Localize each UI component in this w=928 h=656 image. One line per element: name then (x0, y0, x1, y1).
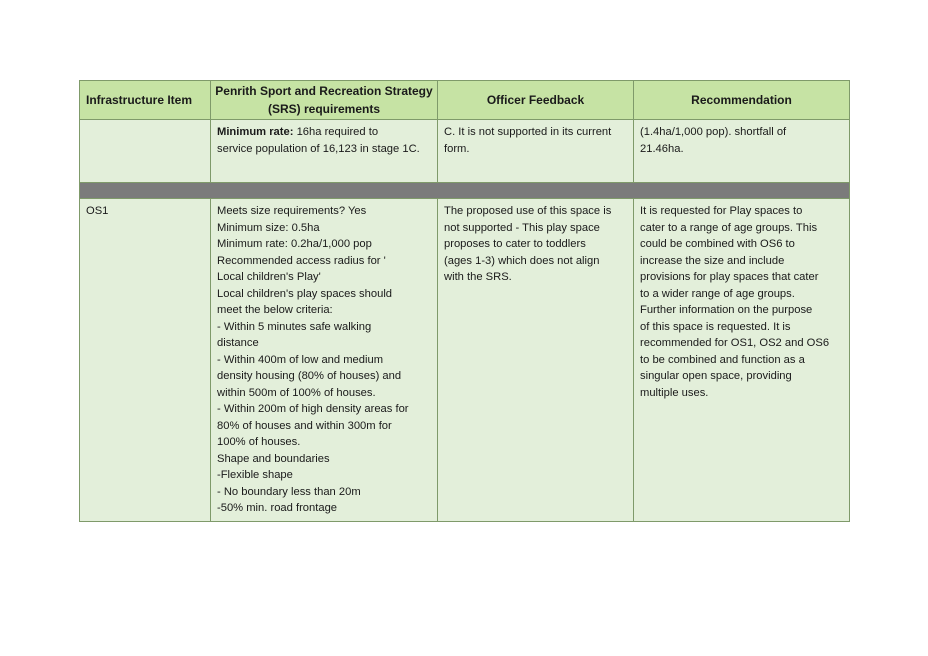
feedback-line: The proposed use of this space is (444, 205, 612, 217)
srs-line: - Within 200m of high density areas for (217, 403, 409, 415)
header-officer-feedback: Officer Feedback (438, 81, 634, 120)
separator-cell (80, 183, 850, 199)
srs-text-line (217, 124, 431, 141)
feedback-line: (ages 1-3) which does not align (444, 254, 600, 267)
srs-line: - No boundary less than 20m (217, 485, 361, 498)
srs-line: Local children's Play' (217, 271, 321, 283)
recommendation-line: could be combined with OS6 to (640, 238, 795, 250)
srs-bold-label: Minimum rate: (217, 126, 294, 138)
srs-line: density housing (80% of houses) and (217, 370, 402, 382)
cell-recommendation (634, 199, 850, 522)
document-page (79, 80, 849, 522)
srs-line: distance (217, 337, 259, 349)
feedback-line: form. (444, 142, 470, 155)
cell-srs (211, 199, 438, 522)
cell-item: OS1 (80, 199, 211, 522)
recommendation-line: of this space is requested. It is (640, 320, 791, 333)
srs-line: Meets size requirements? Yes (217, 205, 367, 217)
cell-feedback (438, 120, 634, 183)
srs-line: - Within 400m of low and medium (217, 353, 384, 366)
srs-line: Shape and boundaries (217, 452, 330, 465)
recommendation-line: singular open space, providing (640, 370, 792, 382)
table-row (80, 199, 850, 522)
recommendation-line: to a wider range of age groups. (640, 287, 795, 300)
srs-line: within 500m of 100% of houses. (217, 386, 376, 399)
cell-recommendation (634, 120, 850, 183)
srs-line: - Within 5 minutes safe walking (217, 320, 372, 333)
srs-line: Minimum size: 0.5ha (217, 221, 320, 234)
recommendation-line: to be combined and function as a (640, 353, 805, 366)
srs-line: Local children's play spaces should (217, 287, 393, 300)
srs-line: -Flexible shape (217, 469, 293, 481)
recommendation-line: Further information on the purpose (640, 304, 813, 316)
recommendation-line: increase the size and include (640, 254, 785, 267)
srs-line: -50% min. road frontage (217, 502, 338, 514)
srs-line: meet the below criteria: (217, 304, 333, 316)
srs-text: 16ha required to (293, 126, 379, 138)
recommendation-line: multiple uses. (640, 386, 709, 399)
recommendation-line: cater to a range of age groups. This (640, 221, 818, 234)
srs-line: Minimum rate: 0.2ha/1,000 pop (217, 238, 372, 250)
feedback-line: with the SRS. (444, 271, 512, 283)
requirements-table (79, 80, 850, 522)
cell-feedback (438, 199, 634, 522)
feedback-line: not supported - This play space (444, 221, 600, 234)
table-header-row (80, 81, 850, 120)
header-srs-requirements: Penrith Sport and Recreation Strategy (SRS) requirements (211, 81, 438, 120)
header-recommendation: Recommendation (634, 81, 850, 120)
section-separator-row (80, 183, 850, 199)
feedback-line: C. It is not supported in its current (444, 126, 612, 138)
header-infrastructure-item: Infrastructure Item (80, 81, 211, 120)
recommendation-line: (1.4ha/1,000 pop). shortfall of (640, 126, 787, 138)
srs-line: 100% of houses. (217, 436, 301, 448)
recommendation-line: provisions for play spaces that cater (640, 271, 819, 283)
srs-line: 80% of houses and within 300m for (217, 419, 392, 432)
cell-item (80, 120, 211, 183)
recommendation-line: It is requested for Play spaces to (640, 205, 803, 217)
recommendation-line: recommended for OS1, OS2 and OS6 (640, 337, 830, 349)
srs-text-line: service population of 16,123 in stage 1C. (217, 142, 420, 155)
table-row (80, 120, 850, 183)
recommendation-line: 21.46ha. (640, 142, 684, 155)
feedback-line: proposes to cater to toddlers (444, 238, 586, 250)
cell-srs (211, 120, 438, 183)
srs-line: Recommended access radius for ' (217, 254, 386, 267)
